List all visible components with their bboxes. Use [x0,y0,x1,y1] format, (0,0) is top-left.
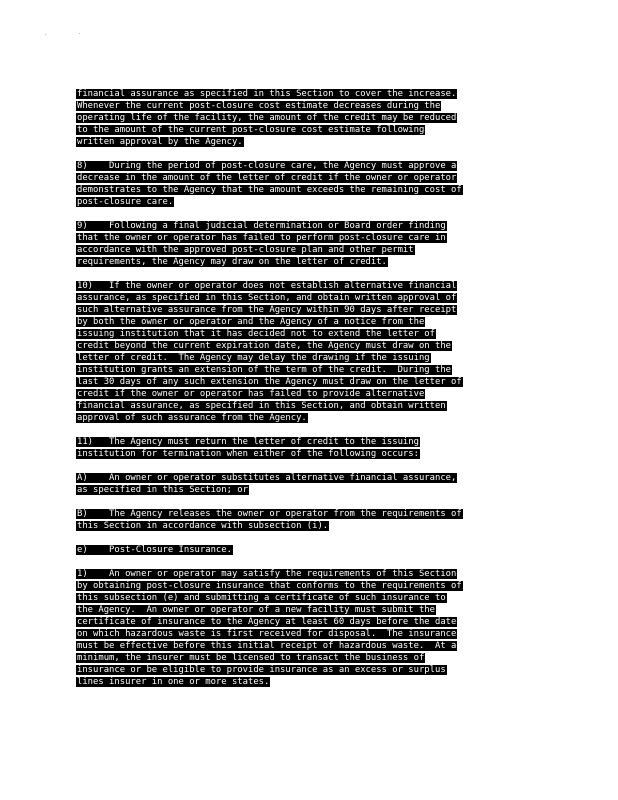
text-line-content: 11) The Agency must return the letter of credit to the issuing [77,437,419,447]
text-line-content: certificate of insurance to the Agency at least 60 days before the date [77,617,457,627]
text-line-content: decrease in the amount of the letter of credit if the owner or operator [77,173,457,183]
text-line [76,112,540,124]
text-line-content: letter of credit. The Agency may delay the drawing if the issuing [77,353,430,363]
text-line [76,256,540,268]
text-line [76,568,540,580]
text-line [76,316,540,328]
text-line [76,220,540,232]
text-line-content: lines insurer in one or more states. [77,677,270,687]
text-line [76,628,540,640]
text-line [76,352,540,364]
text-line-content: institution for termination when either of the following occurs: [77,449,419,459]
text-line-content: last 30 days of any such extension the Agency must draw on the letter of [77,377,462,387]
text-line-content: accordance with the approved post-closure plan and other permit [77,245,414,255]
text-line-content: demonstrates to the Agency that the amount exceeds the remaining cost of [77,185,462,195]
text-line [76,328,540,340]
document-page [76,88,540,700]
paragraph [76,568,540,688]
text-line [76,508,540,520]
text-line [76,388,540,400]
text-line-content: A) An owner or operator substitutes alternative financial assurance, [77,473,457,483]
text-line-content: 10) If the owner or operator does not establish alternative financial [77,281,457,291]
text-line [76,472,540,484]
text-line-content: financial assurance as specified in this Section to cover the increase. [77,89,457,99]
scan-speck [79,33,80,34]
text-line-content: by both the owner or operator and the Agency of a notice from the [77,317,425,327]
text-line-content: Whenever the current post-closure cost estimate decreases during the [77,101,441,111]
text-line-content: minimum, the insurer must be licensed to transact the business of [77,653,425,663]
text-line-content: 8) During the period of post-closure care, the Agency must approve a [77,161,457,171]
paragraph [76,436,540,460]
text-line [76,88,540,100]
text-line [76,100,540,112]
text-line-content: post-closure care. [77,197,174,207]
text-line [76,400,540,412]
text-line [76,616,540,628]
text-line-content: must be effective before this initial receipt of hazardous waste. At a [77,641,457,651]
text-line-content: credit if the owner or operator has failed to provide alternative [77,389,425,399]
paragraph [76,280,540,424]
text-line-content: assurance, as specified in this Section, and obtain written approval of [77,293,457,303]
text-line [76,196,540,208]
paragraph [76,544,540,556]
text-line-content: as specified in this Section; or [77,485,248,495]
text-line [76,676,540,688]
text-line [76,280,540,292]
text-line [76,304,540,316]
text-line-content: 9) Following a final judicial determination or Board order finding [77,221,446,231]
text-line [76,364,540,376]
text-line-content: the Agency. An owner or operator of a new facility must submit the [77,605,435,615]
text-line-content: requirements, the Agency may draw on the letter of credit. [77,257,387,267]
paragraph [76,220,540,268]
text-line [76,160,540,172]
text-line-content: e) Post-Closure Insurance. [77,545,232,555]
text-line [76,580,540,592]
text-line-content: this Section in accordance with subsection (i). [77,521,329,531]
paragraph [76,508,540,532]
text-line-content: 1) An owner or operator may satisfy the requirements of this Section [77,569,457,579]
text-line-content: this subsection (e) and submitting a certificate of such insurance to [77,593,446,603]
text-line [76,184,540,196]
text-line [76,136,540,148]
text-line [76,652,540,664]
text-line-content: by obtaining post-closure insurance that conforms to the requirements of [77,581,462,591]
text-line [76,664,540,676]
text-line [76,520,540,532]
text-line-content: B) The Agency releases the owner or operator from the requirements of [77,509,462,519]
text-line [76,544,540,556]
paragraph [76,160,540,208]
text-line-content: written approval by the Agency. [77,137,243,147]
text-line [76,484,540,496]
text-line-content: financial assurance, as specified in this Section, and obtain written [77,401,446,411]
text-line-content: institution grants an extension of the term of the credit. During the [77,365,452,375]
text-line [76,448,540,460]
text-line-content: that the owner or operator has failed to perform post-closure care in [77,233,446,243]
text-line-content: operating life of the facility, the amount of the credit may be reduced [77,113,457,123]
paragraph [76,472,540,496]
text-line-content: to the amount of the current post-closure cost estimate following [77,125,425,135]
text-line [76,292,540,304]
text-line [76,640,540,652]
paragraph [76,88,540,148]
text-line [76,340,540,352]
text-line-content: insurance or be eligible to provide insurance as an excess or surplus [77,665,446,675]
text-line [76,376,540,388]
text-line-content: credit beyond the current expiration date, the Agency must draw on the [77,341,452,351]
text-line [76,604,540,616]
text-line [76,172,540,184]
text-line [76,592,540,604]
text-line-content: approval of such assurance from the Agency. [77,413,307,423]
text-line [76,124,540,136]
scan-speck [45,34,46,35]
text-line-content: issuing institution that it has decided not to extend the letter of [77,329,435,339]
text-line [76,232,540,244]
text-line [76,412,540,424]
text-line [76,436,540,448]
text-line-content: on which hazardous waste is first received for disposal. The insurance [77,629,457,639]
text-line [76,244,540,256]
text-line-content: such alternative assurance from the Agency within 90 days after receipt [77,305,457,315]
